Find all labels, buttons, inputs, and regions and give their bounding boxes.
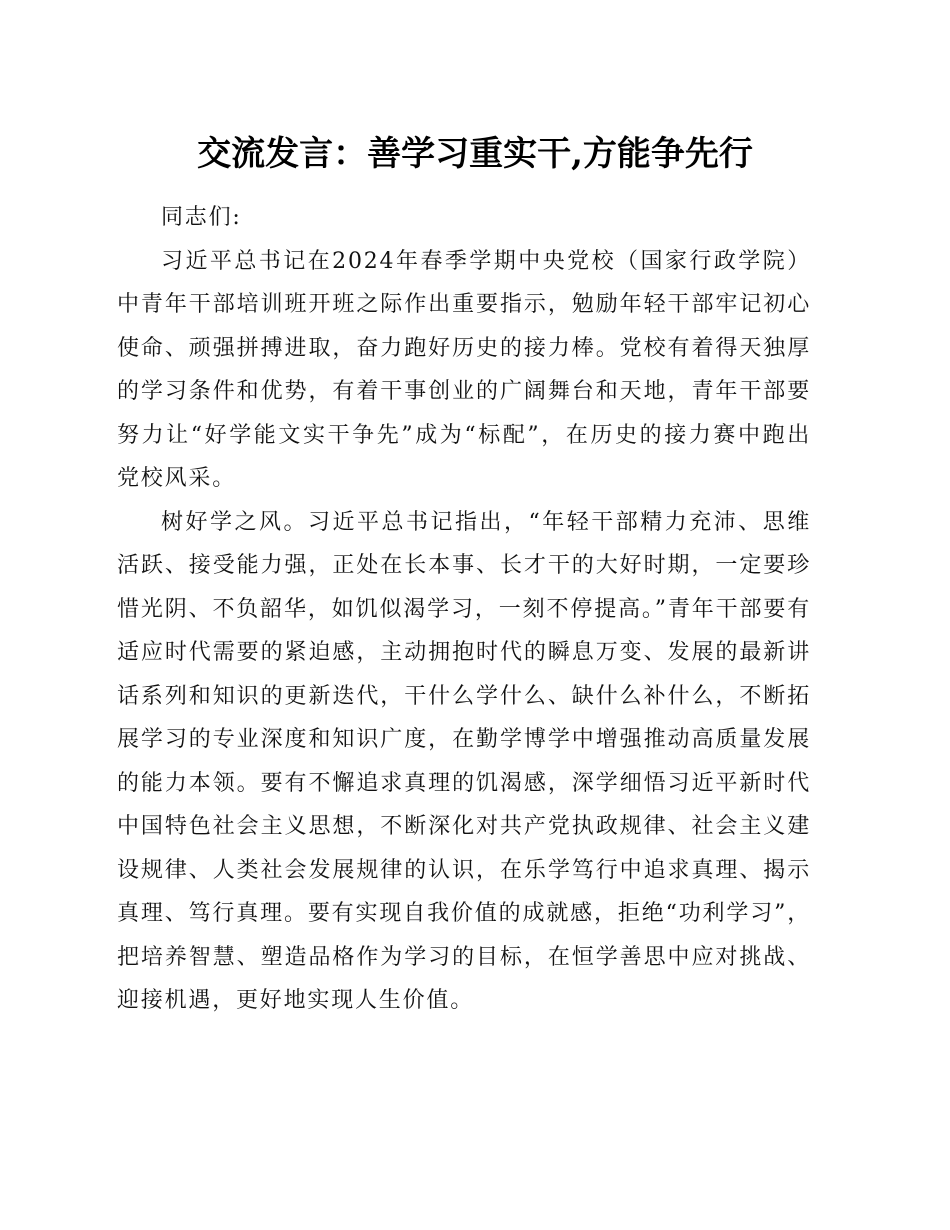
greeting: 同志们: <box>161 205 242 230</box>
paragraph-1: 习近平总书记在2024年春季学期中央党校（国家行政学院）中青年干部培训班开班之际作出重要指示，勉励年轻干部牢记初心使命、顽强拼搏进取，奋力跑好历史的接力棒。党校有着得天独厚的学习条件和优势，有着干事创业的广阔舞台和天地，青年干部要努力让“好学能文实干争先”成为“标配”，在历史的接力赛中跑出党校风采。 <box>117 248 811 491</box>
document-title: 交流发言：善学习重实干,方能争先行 <box>197 134 753 174</box>
document-body <box>117 196 811 1023</box>
paragraph-2: 树好学之风。习近平总书记指出，“年轻干部精力充沛、思维活跃、接受能力强，正处在长本事、长才干的大好时期，一定要珍惜光阴、不负韶华，如饥似渴学习，一刻不停提高。”青年干部要有适应时代需要的紧迫感，主动拥抱时代的瞬息万变、发展的最新讲话系列和知识的更新迭代，干什么学什么、缺什么补什么，不断拓展学习的专业深度和知识广度，在勤学博学中增强推动高质量发展的能力本领。要有不懈追求真理的饥渴感，深学细悟习近平新时代中国特色社会主义思想，不断深化对共产党执政规律、社会主义建设规律、人类社会发展规律的认识，在乐学笃行中追求真理、揭示真理、笃行真理。要有实现自我价值的成就感，拒绝“功利学习”，把培养智慧、塑造品格作为学习的目标，在恒学善思中应对挑战、迎接机遇，更好地实现人生价值。 <box>117 509 811 1013</box>
